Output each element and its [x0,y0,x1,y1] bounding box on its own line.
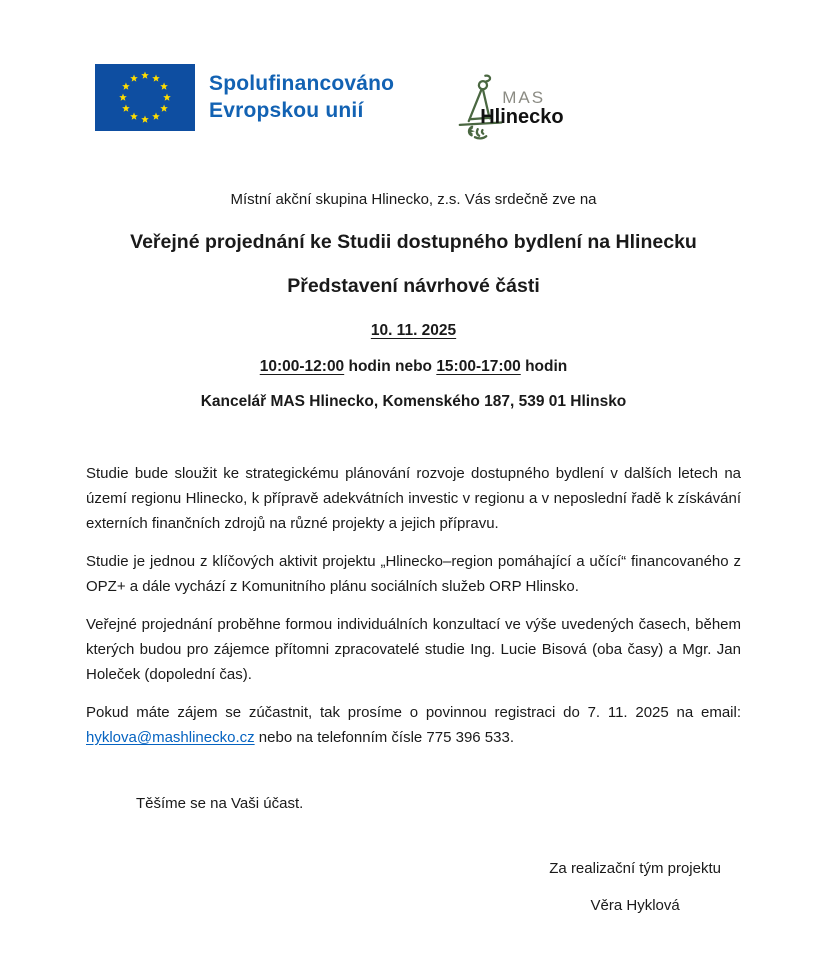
registration-text-after: nebo na telefonním čísle 775 396 533. [254,729,514,746]
logo-header [95,64,825,142]
closing-sentence: Těšíme se na Vaši účast. [136,795,304,812]
signature-team: Za realizační tým projektu [549,860,721,877]
eu-cofunded-label [209,70,394,124]
document-content [0,191,825,914]
email-link[interactable]: hyklova@mashlinecko.cz [86,729,255,746]
registration-text-before: Pokud máte zájem se zúčastnit, tak prosíme o povinnou registraci do 7. 11. 2025 na email: [86,704,741,721]
event-times [86,358,741,376]
event-time-morning: 10:00-12:00 [259,358,345,375]
mas-hlinecko-logo [456,72,606,142]
mas-logo-text-mas: MAS [502,88,546,107]
paragraph-study-purpose: Studie bude sloužit ke strategickému plánování rozvoje dostupného bydlení v dalších letech na území regionu Hlinecko, k přípravě adekvátních investic v regionu a v neposlední řadě k získávání externích finančních zdrojů na různé projekty a jejich přípravu. [86,465,741,532]
event-date [86,322,741,340]
eu-flag-icon [95,64,195,131]
signature-block [549,860,721,914]
event-title: Veřejné projednání ke Studii dostupného bydlení na Hlinecku [130,231,697,253]
paragraph-registration [86,700,741,750]
event-subtitle: Představení návrhové části [287,275,540,297]
event-location: Kancelář MAS Hlinecko, Komenského 187, 539 01 Hlinsko [200,393,627,410]
eu-cofunded-line1: Spolufinancováno [209,72,395,95]
event-date-value: 10. 11. 2025 [370,322,457,339]
body-text [86,461,741,750]
paragraph-consultation-format: Veřejné projednání proběhne formou individuálních konzultací ve výše uvedených časech, během kterých budou pro zájemce přítomni zpracovatelé studie Ing. Lucie Bisová (oba časy) a Mgr. Jan Holeček (dopolední čas). [86,616,741,683]
event-time-separator: hodin nebo [344,358,437,375]
paragraph-project-context: Studie je jednou z klíčových aktivit projektu „Hlinecko–region pomáhající a učící“ financovaného z OPZ+ a dále vychází z Komunitního plánu sociálních služeb ORP Hlinsko. [86,553,741,595]
document-page [0,64,825,965]
event-time-afternoon: 15:00-17:00 [436,358,521,375]
eu-cofunded-logo [95,64,394,131]
mas-logo-text-hlinecko: Hlinecko [480,106,564,128]
invitation-intro: Místní akční skupina Hlinecko, z.s. Vás srdečně zve na [230,191,597,208]
signature-name: Věra Hyklová [590,897,680,914]
event-time-suffix: hodin [520,358,568,375]
invitation-block [86,191,741,411]
eu-cofunded-line2: Evropskou unií [209,99,364,122]
